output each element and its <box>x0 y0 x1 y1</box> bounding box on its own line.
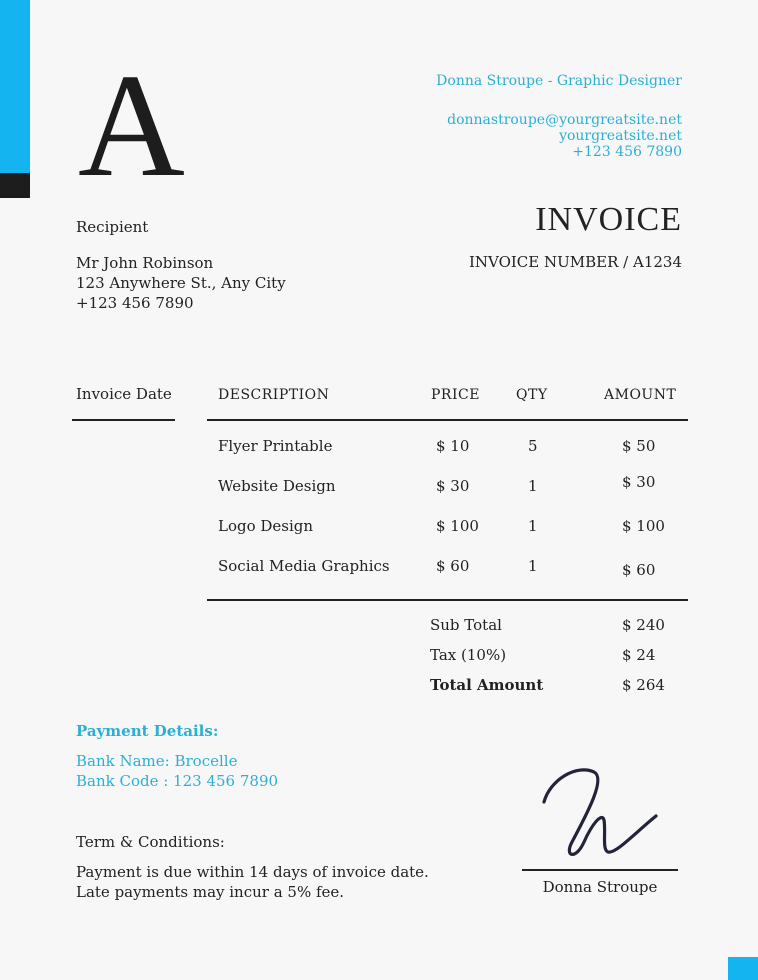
recipient-address: 123 Anywhere St., Any City <box>76 274 286 292</box>
sender-contact <box>447 112 682 160</box>
recipient-name: Mr John Robinson <box>76 254 214 272</box>
subtotal-label: Sub Total <box>430 616 502 634</box>
row-description: Social Media Graphics <box>218 557 390 575</box>
header-price: PRICE <box>431 387 480 403</box>
row-description: Logo Design <box>218 517 314 535</box>
total-value: $ 264 <box>622 676 665 694</box>
signature-line <box>522 869 678 871</box>
subtotal-value: $ 240 <box>622 616 665 634</box>
recipient-label: Recipient <box>76 218 149 236</box>
sender-email: donnastroupe@yourgreatsite.net <box>447 112 682 128</box>
row-qty: 1 <box>528 477 538 495</box>
terms-line-1: Payment is due within 14 days of invoice date. <box>76 863 429 881</box>
total-label: Total Amount <box>430 676 544 694</box>
row-qty: 5 <box>528 437 538 455</box>
header-amount: AMOUNT <box>604 387 677 403</box>
row-amount: $ 30 <box>622 473 656 491</box>
sender-name-title: Donna Stroupe - Graphic Designer <box>436 73 682 89</box>
header-qty: QTY <box>516 387 548 403</box>
row-description: Website Design <box>218 477 336 495</box>
payment-label: Payment Details: <box>76 722 219 740</box>
terms-text <box>76 862 429 902</box>
accent-bar <box>0 0 30 173</box>
terms-line-2: Late payments may incur a 5% fee. <box>76 883 345 901</box>
signature-name: Donna Stroupe <box>542 878 658 896</box>
recipient-details <box>76 253 286 313</box>
table-footer-rule <box>207 599 688 601</box>
sender-phone: +123 456 7890 <box>572 144 682 160</box>
invoice-date-rule <box>72 419 175 421</box>
bank-code: Bank Code : 123 456 7890 <box>76 772 279 790</box>
corner-accent-square <box>728 957 758 980</box>
header-description: DESCRIPTION <box>218 387 330 403</box>
row-description: Flyer Printable <box>218 437 333 455</box>
recipient-phone: +123 456 7890 <box>76 294 194 312</box>
row-amount: $ 60 <box>622 561 656 579</box>
invoice-date-label: Invoice Date <box>76 385 172 403</box>
tax-label: Tax (10%) <box>430 646 507 664</box>
signature-image <box>536 762 666 866</box>
dark-bar <box>0 173 30 198</box>
row-amount: $ 50 <box>622 437 656 455</box>
table-header-rule <box>207 419 688 421</box>
bank-name: Bank Name: Brocelle <box>76 752 238 770</box>
logo-letter: A <box>78 44 185 208</box>
row-price: $ 30 <box>436 477 470 495</box>
row-price: $ 60 <box>436 557 470 575</box>
row-price: $ 100 <box>436 517 479 535</box>
tax-value: $ 24 <box>622 646 656 664</box>
row-qty: 1 <box>528 517 538 535</box>
sender-website: yourgreatsite.net <box>559 128 682 144</box>
row-qty: 1 <box>528 557 538 575</box>
row-amount: $ 100 <box>622 517 665 535</box>
invoice-number: INVOICE NUMBER / A1234 <box>468 253 682 271</box>
invoice-title: INVOICE <box>535 201 682 238</box>
terms-label: Term & Conditions: <box>76 833 225 851</box>
payment-details <box>76 751 278 791</box>
row-price: $ 10 <box>436 437 470 455</box>
